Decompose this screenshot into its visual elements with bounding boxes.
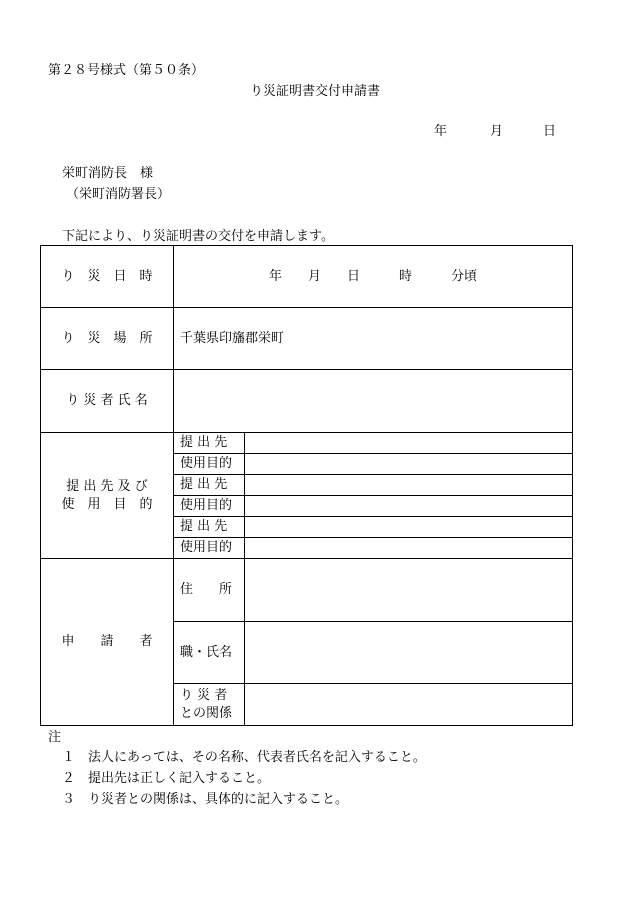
- title-name-field[interactable]: [245, 622, 573, 684]
- relation-label-line1: り 災 者: [180, 687, 228, 703]
- purpose-field[interactable]: [245, 538, 573, 559]
- relation-field[interactable]: [245, 684, 573, 726]
- notes-title: 注: [48, 730, 62, 745]
- relation-label-line2: との関係: [180, 705, 233, 721]
- submission-purpose-label: [41, 433, 174, 559]
- purpose-label: 使用目的: [174, 538, 245, 559]
- disaster-datetime-label: り 災 日 時: [41, 246, 174, 308]
- submit-to-label: 提 出 先: [174, 433, 245, 454]
- notes-section: [48, 731, 426, 814]
- submit-to-field[interactable]: [245, 433, 573, 454]
- submit-to-label: 提 出 先: [174, 475, 245, 496]
- purpose-label: 使用目的: [174, 496, 245, 517]
- application-form-table: [40, 245, 573, 726]
- addressee-line2: （栄町消防署長）: [66, 187, 171, 202]
- relation-label: [174, 684, 245, 726]
- addressee-line1: 栄町消防長 様: [62, 166, 154, 181]
- disaster-place-value: 千葉県印旛郡栄町: [180, 330, 285, 346]
- submission-purpose-label-line1: 提 出 先 及 び: [66, 478, 148, 494]
- victim-name-field[interactable]: [174, 370, 573, 433]
- title-name-label: 職・氏名: [174, 622, 245, 684]
- disaster-datetime-field[interactable]: [174, 246, 573, 308]
- note-item: ３ り災者との関係は、具体的に記入すること。: [62, 792, 349, 807]
- submission-purpose-label-line2: 使 用 目 的: [61, 496, 153, 512]
- intro-text: 下記により、り災証明書の交付を申請します。: [62, 229, 334, 244]
- date-year-label: 年: [434, 124, 448, 139]
- date-day-label: 日: [543, 124, 557, 139]
- submit-to-field[interactable]: [245, 475, 573, 496]
- applicant-label: 申 請 者: [41, 559, 174, 726]
- application-date: [434, 125, 556, 138]
- submit-to-field[interactable]: [245, 517, 573, 538]
- note-item: ２ 提出先は正しく記入すること。: [62, 771, 271, 786]
- disaster-datetime-value: 年 月 日 時 分頃: [269, 268, 478, 284]
- address-label: 住 所: [174, 559, 245, 622]
- disaster-place-label: り 災 場 所: [41, 308, 174, 370]
- disaster-place-field[interactable]: [174, 308, 573, 370]
- submit-to-label: 提 出 先: [174, 517, 245, 538]
- note-item: １ 法人にあっては、その名称、代表者氏名を記入すること。: [62, 750, 426, 765]
- purpose-field[interactable]: [245, 496, 573, 517]
- document-title: り災証明書交付申請書: [249, 84, 380, 99]
- address-field[interactable]: [245, 559, 573, 622]
- purpose-label: 使用目的: [174, 454, 245, 475]
- date-month-label: 月: [490, 124, 504, 139]
- purpose-field[interactable]: [245, 454, 573, 475]
- form-number: 第２８号様式（第５０条）: [48, 63, 205, 78]
- victim-name-label: り 災 者 氏 名: [41, 370, 174, 433]
